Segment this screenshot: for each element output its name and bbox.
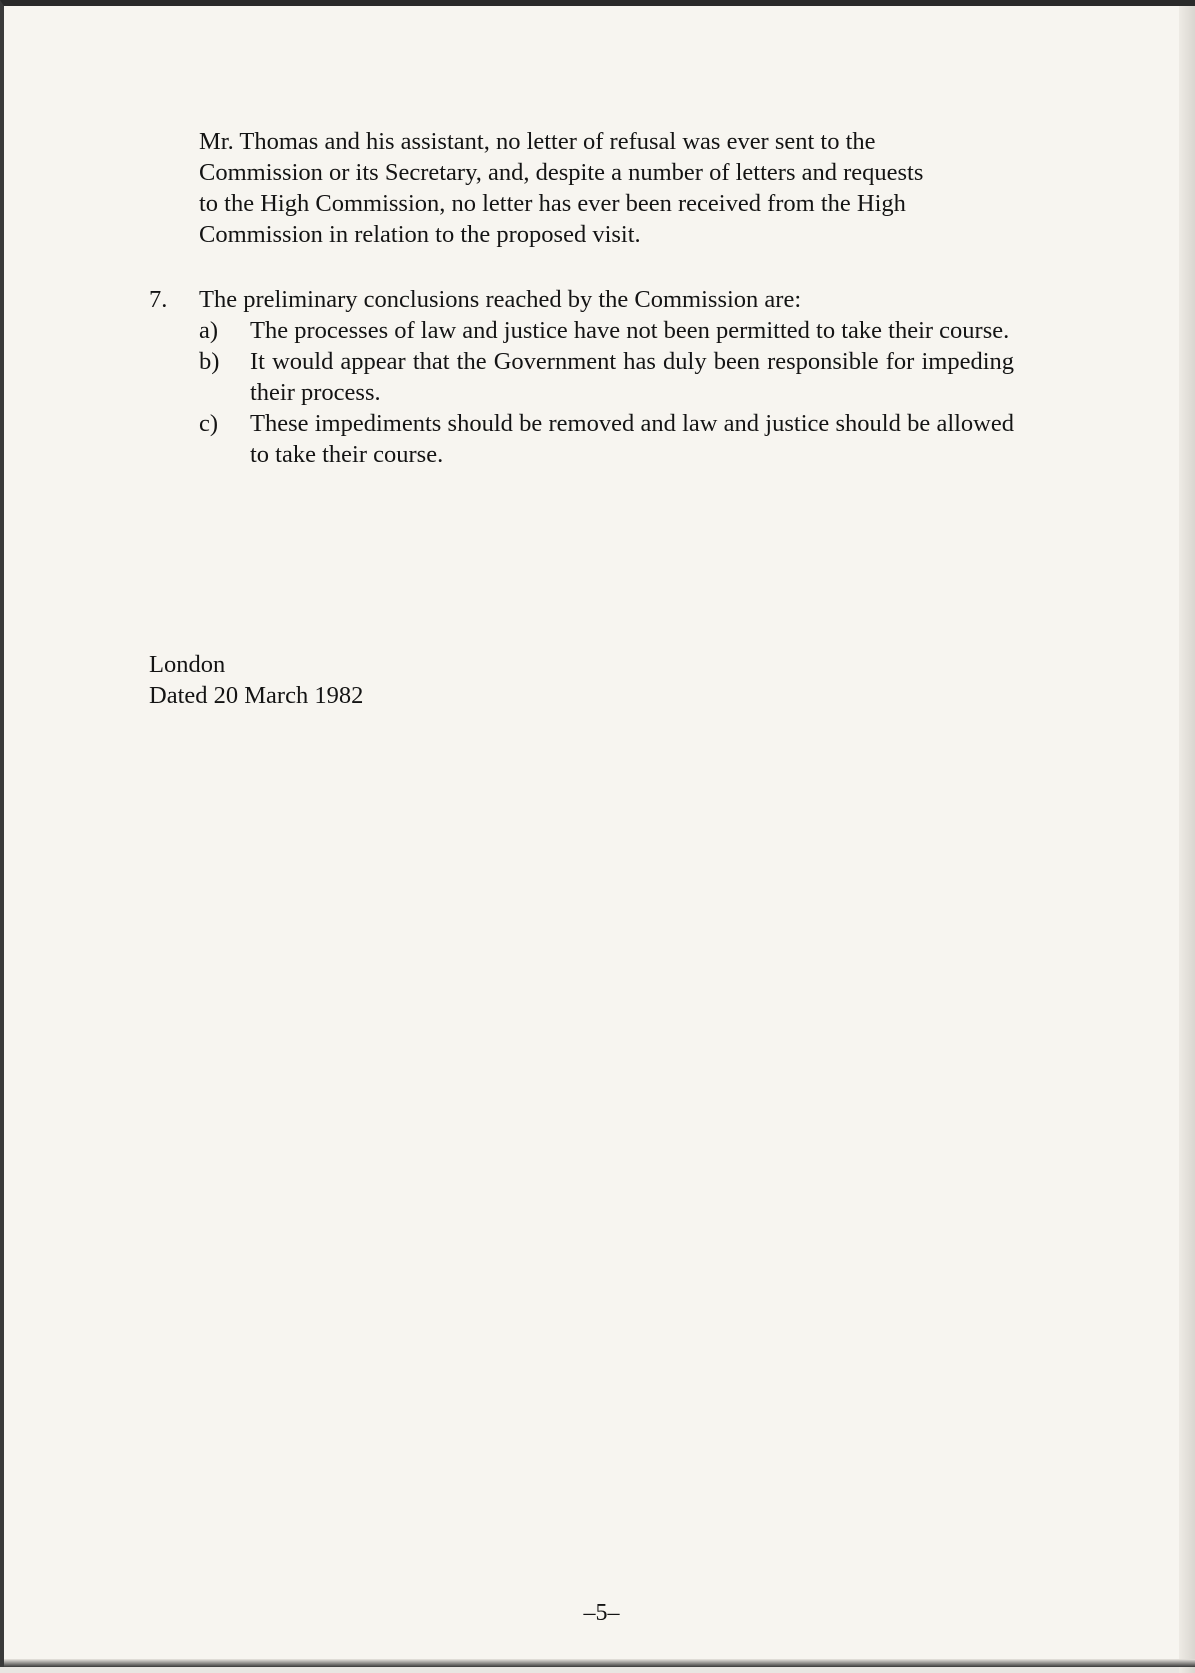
conclusions-list [199,315,1019,470]
item-label: b) [199,348,220,375]
list-item [199,315,1019,346]
signoff-place: London [149,651,226,678]
item-text: It would appear that the Government has duly been responsible for impeding their process. [250,348,1014,406]
page-bottom-edge [4,1659,1195,1667]
item-text: The processes of law and justice have not been permitted to take their course. [250,317,1010,344]
item-label: c) [199,410,219,437]
section-number: 7. [149,286,168,313]
page-edge-shadow [1179,6,1195,1673]
paragraph-line: Commission or its Secretary, and, despite a number of letters and requests [199,159,924,186]
item-text: These impediments should be removed and law and justice should be allowed to take their course. [250,410,1014,468]
list-item [199,408,1019,470]
paragraph-line: to the High Commission, no letter has ever been received from the High [199,190,906,217]
paragraph-line: Commission in relation to the proposed visit. [199,221,641,248]
signoff-date: Dated 20 March 1982 [149,682,364,709]
page-number: –5– [583,1600,620,1626]
section-heading [149,284,1019,315]
paragraph-line: Mr. Thomas and his assistant, no letter of refusal was ever sent to the [199,128,876,155]
section-title: The preliminary conclusions reached by the Commission are: [199,286,802,313]
signoff [149,649,363,711]
section-7 [149,284,1019,470]
list-item [199,346,1019,408]
item-label: a) [199,317,219,344]
continued-paragraph [199,126,1014,250]
